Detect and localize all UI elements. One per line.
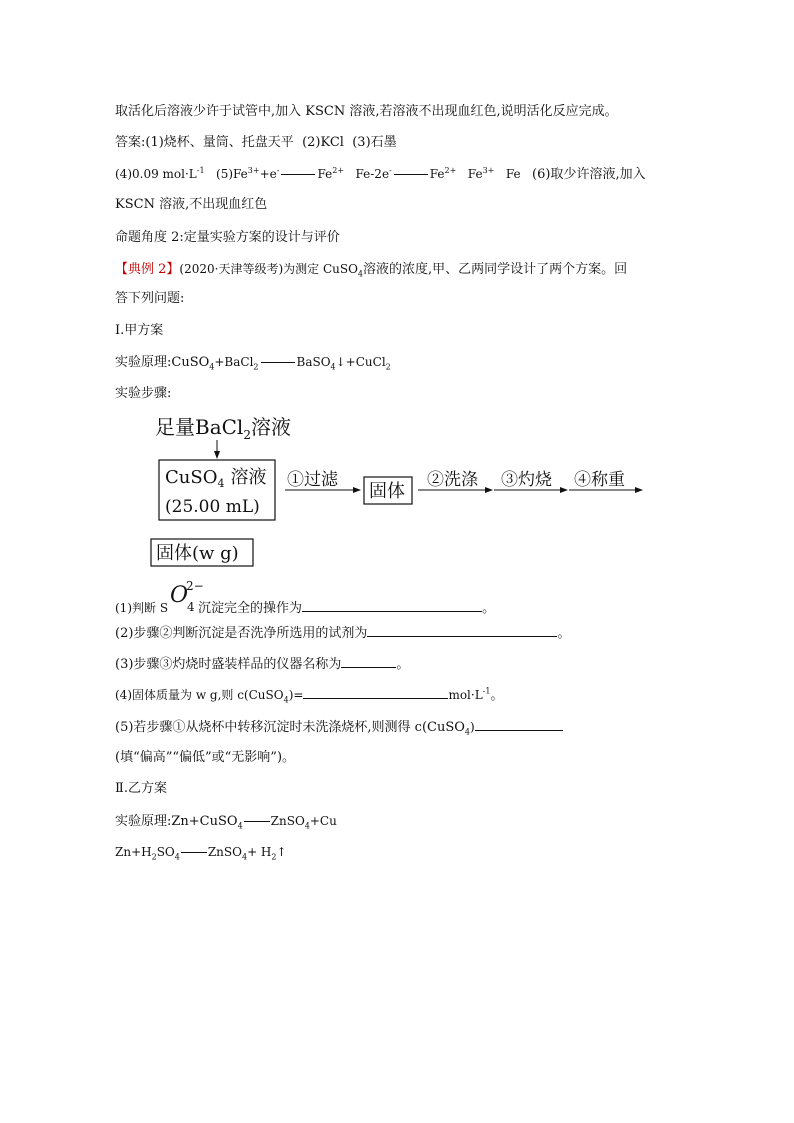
sub-2-r2: 2 [151, 852, 157, 862]
principle-a-3: BaSO [296, 355, 331, 369]
sulfate-formula [168, 579, 204, 614]
ans5-fe3: Fe [467, 167, 483, 181]
charge-3plus-b: 3+ [482, 166, 495, 175]
q1-end: 。 [482, 601, 496, 616]
solid-box-label: 固体 [369, 481, 405, 502]
q4-end: 。 [490, 688, 504, 703]
principle-a-1: 实验原理:CuSO [115, 355, 210, 370]
example-source: (2020·天津等级考)为测定 CuSO [179, 262, 358, 276]
q4-exp: -1 [482, 686, 491, 696]
solid-mass-label: 固体(w g) [156, 543, 239, 564]
principle-a-2: +BaCl [214, 355, 254, 369]
line-1-text: 取活化后溶液少许于试管中,加入 KSCN 溶液,若溶液不出现血红色,说明活化反应完成。 [115, 104, 618, 119]
plan-a-text: Ⅰ.甲方案 [115, 323, 164, 338]
charge-3plus: 3+ [247, 166, 260, 175]
reagent-label: 足量BaCl$_2$溶液 [155, 415, 291, 442]
example-rest: 溶液的浓度,甲、乙两同学设计了两个方案。回 [363, 262, 628, 277]
step-2-label: ②洗涤 [427, 470, 478, 490]
sub-2-a: 2 [253, 362, 259, 372]
sub-4-b: 4 [330, 362, 336, 372]
q4-unit: mol·L [448, 688, 483, 702]
question-4 [115, 686, 503, 705]
section-heading-text: 命题角度 2:定量实验方案的设计与评价 [115, 230, 340, 245]
principle-b-2a: Zn+H [115, 845, 152, 859]
sample-box-line-1: CuSO$_4$ 溶液 [165, 467, 267, 490]
principle-a-4: ↓+CuCl [335, 355, 386, 369]
question-5-options [115, 749, 295, 767]
principle-b-2 [115, 843, 287, 861]
q5-text: (5)若步骤①从烧杯中转移沉淀时未洗涤烧杯,则测得 c(CuSO [115, 720, 465, 735]
charge-minus: - [276, 166, 280, 175]
q3-text: (3)步骤③灼烧时盛装样品的仪器名称为 [115, 657, 342, 672]
q5-options-text: (填“偏高”“偏低”或“无影响”)。 [115, 750, 296, 765]
q1-answer-blank[interactable] [302, 599, 482, 612]
exp-minus-1: -1 [196, 166, 205, 175]
example-tag: 【典例 2】 [115, 262, 180, 277]
principle-b-2b: SO [156, 845, 175, 859]
charge-2plus-b: 2+ [444, 166, 457, 175]
q1-prefix: (1)判断 S [115, 601, 169, 615]
q1-text: 沉淀完全的操作为 [198, 601, 303, 616]
sulfate-sub: 4 [187, 600, 195, 614]
answer-part-1: (1)烧杯、量筒、托盘天平 [145, 135, 294, 150]
q5-answer-blank[interactable] [475, 718, 563, 731]
gas-arrow: ↑ [276, 845, 287, 859]
q2-end: 。 [557, 626, 571, 641]
q4-prefix: (4)固体质量为 w g,则 c(CuSO [115, 688, 284, 702]
principle-b-1b: ZnSO [270, 814, 305, 828]
equal-sign-5 [181, 852, 207, 853]
sub-4-q5: 4 [464, 727, 471, 737]
ans6: (6)取少许溶液,加入 [532, 167, 646, 182]
q3-answer-blank[interactable] [341, 655, 396, 668]
sub-4-a: 4 [209, 362, 215, 372]
q5-close: ) [470, 720, 475, 734]
question-1 [115, 579, 496, 618]
principle-b-2c: ZnSO [207, 845, 242, 859]
ans4: (4)0.09 mol·L [115, 167, 197, 181]
plan-b-heading [115, 780, 167, 798]
q2-text: (2)步骤②判断沉淀是否洗净所选用的试剂为 [115, 626, 368, 641]
principle-b-2d: + H [247, 845, 272, 859]
sub-4-r2b: 4 [241, 852, 248, 862]
step-1-label: ①过滤 [287, 470, 338, 490]
sulfate-charge: 2− [186, 579, 204, 593]
ans5-fe-2e: Fe-2e [355, 167, 390, 181]
step-3-label: ③灼烧 [501, 470, 552, 490]
ans5-fe: (5)Fe [216, 167, 248, 181]
q3-end: 。 [396, 657, 410, 672]
step-4-label: ④称重 [574, 470, 625, 490]
sub-4-r2: 4 [174, 852, 180, 862]
sub-2-b: 2 [385, 362, 391, 372]
question-3 [115, 655, 409, 674]
charge-minus-2: - [389, 166, 392, 175]
q2-answer-blank[interactable] [367, 624, 557, 637]
sub-4-r1: 4 [237, 821, 243, 831]
sub-4-r1b: 4 [304, 821, 310, 831]
principle-b-1c: +Cu [309, 814, 337, 828]
ans5-e: +e [259, 167, 277, 181]
equal-sign-4 [244, 821, 270, 822]
steps-label-text: 实验步骤: [115, 386, 172, 401]
sub-2-r2b: 2 [271, 852, 277, 862]
answer-part-2: (2)KCl [302, 135, 344, 150]
plan-b-text: Ⅱ.乙方案 [115, 781, 167, 796]
sub-4-q4: 4 [283, 695, 289, 705]
ans5-fe-final: Fe [505, 167, 521, 181]
sulfate-o: O [170, 583, 189, 608]
question-2 [115, 624, 570, 643]
line-4-text: KSCN 溶液,不出现血红色 [115, 197, 268, 212]
q4-answer-blank[interactable] [303, 686, 448, 699]
principle-b-1 [115, 812, 337, 831]
sample-box-line-2: (25.00 mL) [165, 497, 260, 517]
question-5 [115, 718, 563, 737]
ans5-fe2-b: Fe [429, 167, 445, 181]
line-7-text: 答下列问题: [115, 291, 185, 306]
answer-part-3: (3)石墨 [352, 135, 397, 150]
sub-4: 4 [357, 269, 364, 279]
answer-prefix: 答案: [115, 135, 146, 150]
ans5-fe2: Fe [317, 167, 333, 181]
principle-b-1a: 实验原理:Zn+CuSO [115, 814, 238, 829]
charge-2plus: 2+ [332, 166, 345, 175]
q4-eq: )= [288, 688, 304, 702]
